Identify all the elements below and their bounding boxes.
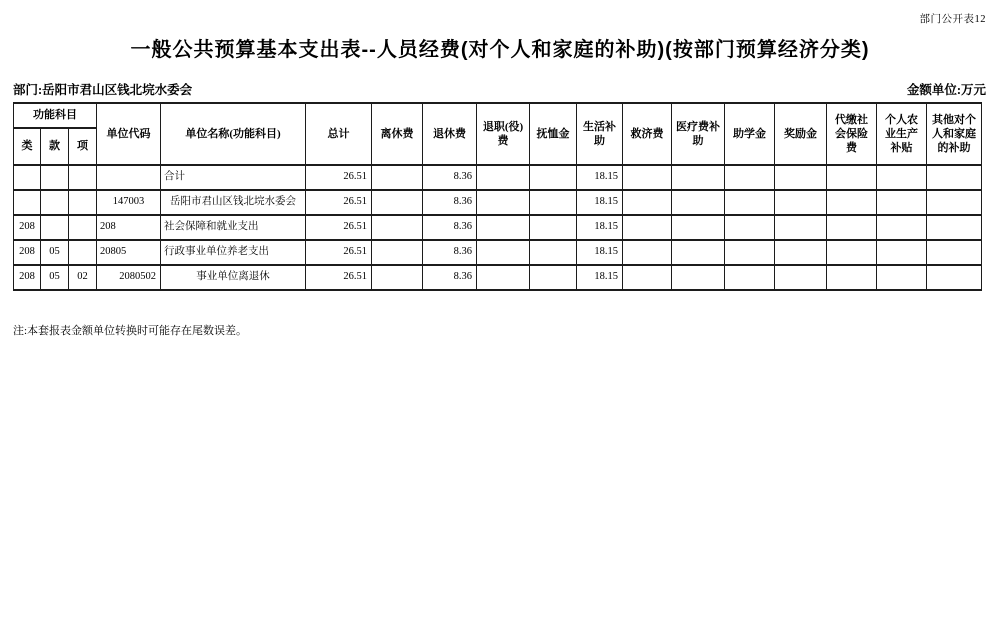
table-cell xyxy=(372,190,423,215)
table-cell xyxy=(827,215,877,240)
header-social-insurance: 代缴社会保险费 xyxy=(827,103,877,165)
table-cell xyxy=(827,165,877,190)
table-cell xyxy=(530,240,577,265)
table-cell: 8.36 xyxy=(423,265,477,290)
table-cell xyxy=(41,190,69,215)
table-cell xyxy=(927,190,982,215)
header-total: 总计 xyxy=(306,103,372,165)
table-cell xyxy=(41,165,69,190)
header-section: 款 xyxy=(41,128,69,165)
table-cell: 208 xyxy=(14,265,41,290)
table-cell xyxy=(672,215,725,240)
table-cell: 8.36 xyxy=(423,215,477,240)
table-cell xyxy=(877,190,927,215)
amount-unit-label: 金额单位:万元 xyxy=(906,83,986,97)
table-cell: 18.15 xyxy=(577,165,623,190)
table-cell: 208 xyxy=(14,215,41,240)
table-cell: 208 xyxy=(97,215,161,240)
table-cell xyxy=(927,165,982,190)
table-cell: 26.51 xyxy=(306,190,372,215)
table-cell xyxy=(372,165,423,190)
table-row xyxy=(14,165,982,190)
table-cell xyxy=(725,265,775,290)
table-cell: 社会保障和就业支出 xyxy=(161,215,306,240)
table-cell: 合计 xyxy=(161,165,306,190)
table-cell xyxy=(41,215,69,240)
department-label: 部门:岳阳市君山区钱北垸水委会 xyxy=(13,83,193,97)
table-cell: 20805 xyxy=(97,240,161,265)
table-cell xyxy=(372,240,423,265)
meta-row xyxy=(13,80,986,98)
table-cell xyxy=(69,240,97,265)
header-lixiu-fee: 离休费 xyxy=(372,103,423,165)
table-cell xyxy=(69,190,97,215)
header-agriculture-subsidy: 个人农业生产补贴 xyxy=(877,103,927,165)
table-cell xyxy=(775,265,827,290)
header-retirement-fee: 退休费 xyxy=(423,103,477,165)
header-functional-subject-group: 功能科目 xyxy=(14,103,97,128)
table-cell xyxy=(14,165,41,190)
table-cell xyxy=(623,190,672,215)
table-cell: 18.15 xyxy=(577,265,623,290)
header-row-group xyxy=(14,103,982,128)
table-cell xyxy=(477,215,530,240)
table-cell: 02 xyxy=(69,265,97,290)
page-title: 一般公共预算基本支出表--人员经费(对个人和家庭的补助)(按部门预算经济分类) xyxy=(130,39,870,61)
table-cell xyxy=(725,215,775,240)
header-item: 项 xyxy=(69,128,97,165)
footnote: 注:本套报表金额单位转换时可能存在尾数误差。 xyxy=(13,325,248,337)
header-pension: 抚恤金 xyxy=(530,103,577,165)
table-cell xyxy=(97,165,161,190)
table-cell: 18.15 xyxy=(577,240,623,265)
table-cell: 18.15 xyxy=(577,190,623,215)
table-cell xyxy=(877,215,927,240)
table-cell xyxy=(927,265,982,290)
table-cell: 事业单位离退休 xyxy=(161,265,306,290)
table-cell: 8.36 xyxy=(423,190,477,215)
table-cell xyxy=(69,215,97,240)
table-cell xyxy=(477,190,530,215)
doc-sheet-label: 部门公开表12 xyxy=(919,14,986,25)
table-cell: 18.15 xyxy=(577,215,623,240)
table-cell xyxy=(877,165,927,190)
table-cell xyxy=(877,240,927,265)
header-other-subsidy: 其他对个人和家庭的补助 xyxy=(927,103,982,165)
table-cell xyxy=(672,240,725,265)
table-cell xyxy=(623,240,672,265)
table-cell xyxy=(725,240,775,265)
table-cell xyxy=(775,190,827,215)
table-cell xyxy=(877,265,927,290)
table-cell: 26.51 xyxy=(306,240,372,265)
table-row xyxy=(14,265,982,290)
table-cell xyxy=(725,190,775,215)
table-cell xyxy=(672,265,725,290)
table-cell xyxy=(372,265,423,290)
table-cell: 26.51 xyxy=(306,165,372,190)
table-cell xyxy=(827,190,877,215)
table-cell xyxy=(672,190,725,215)
header-unit-name: 单位名称(功能科目) xyxy=(161,103,306,165)
table-cell: 8.36 xyxy=(423,165,477,190)
table-cell: 208 xyxy=(14,240,41,265)
table-cell xyxy=(775,215,827,240)
table-cell: 05 xyxy=(41,240,69,265)
table-body xyxy=(14,165,982,290)
table-cell xyxy=(530,215,577,240)
table-cell: 26.51 xyxy=(306,265,372,290)
table-cell xyxy=(672,165,725,190)
table-cell: 26.51 xyxy=(306,215,372,240)
header-unit-code: 单位代码 xyxy=(97,103,161,165)
header-medical-subsidy: 医疗费补助 xyxy=(672,103,725,165)
table-cell xyxy=(927,240,982,265)
header-reward: 奖励金 xyxy=(775,103,827,165)
header-scholarship: 助学金 xyxy=(725,103,775,165)
table-cell: 岳阳市君山区钱北垸水委会 xyxy=(161,190,306,215)
table-cell: 2080502 xyxy=(97,265,161,290)
table-row xyxy=(14,215,982,240)
table-cell xyxy=(477,265,530,290)
budget-table xyxy=(13,102,982,291)
table-cell xyxy=(477,165,530,190)
table-cell xyxy=(372,215,423,240)
table-cell: 05 xyxy=(41,265,69,290)
table-cell xyxy=(623,265,672,290)
table-row xyxy=(14,190,982,215)
table-cell: 行政事业单位养老支出 xyxy=(161,240,306,265)
table-cell xyxy=(827,265,877,290)
table-cell xyxy=(927,215,982,240)
table-cell xyxy=(725,165,775,190)
table-header xyxy=(14,103,982,165)
table-cell: 147003 xyxy=(97,190,161,215)
table-cell xyxy=(827,240,877,265)
table-cell xyxy=(69,165,97,190)
table-cell xyxy=(775,165,827,190)
header-living-subsidy: 生活补助 xyxy=(577,103,623,165)
table-cell xyxy=(775,240,827,265)
header-relief-fee: 救济费 xyxy=(623,103,672,165)
table-cell xyxy=(623,215,672,240)
table-cell xyxy=(623,165,672,190)
header-resignation-fee: 退职(役)费 xyxy=(477,103,530,165)
table-cell: 8.36 xyxy=(423,240,477,265)
header-class: 类 xyxy=(14,128,41,165)
table-cell xyxy=(530,265,577,290)
table-cell xyxy=(530,165,577,190)
table-row xyxy=(14,240,982,265)
table-cell xyxy=(14,190,41,215)
table-cell xyxy=(530,190,577,215)
table-cell xyxy=(477,240,530,265)
